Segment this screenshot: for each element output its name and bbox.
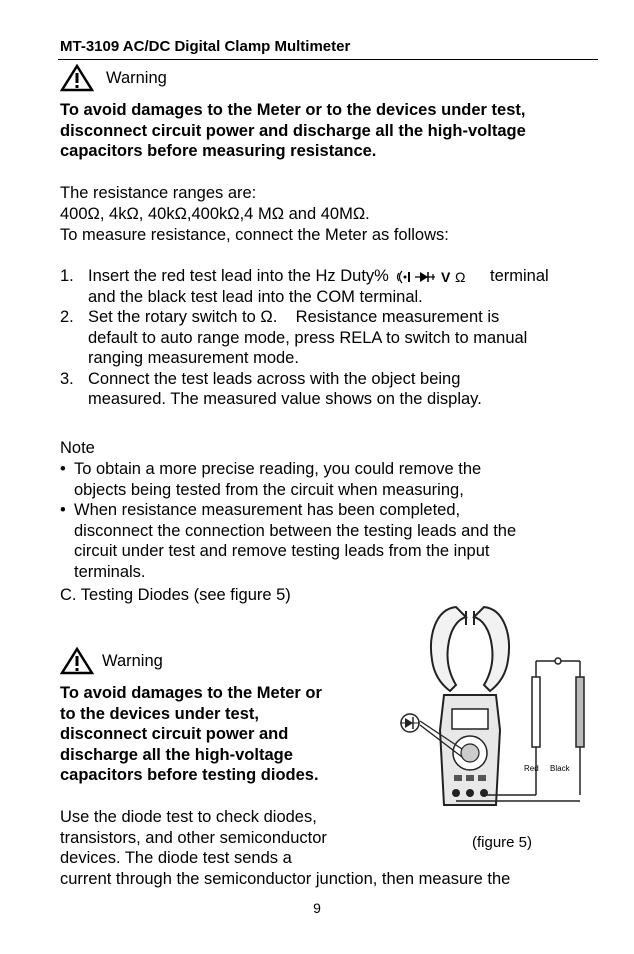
warning-text-2: [60, 683, 322, 786]
svg-text:Ω: Ω: [455, 268, 466, 285]
diode-line-1: Use the diode test to check diodes,: [60, 808, 317, 826]
note-title: Note: [60, 439, 95, 457]
warning-label: Warning: [106, 68, 167, 87]
section-c-title: C. Testing Diodes (see figure 5): [60, 586, 291, 604]
red-label: Red: [524, 764, 539, 773]
step-3: [60, 369, 605, 410]
ranges-intro: The resistance ranges are:: [60, 184, 257, 202]
warning-text-1: To avoid damages to the Meter or to the devices under test, disconnect circuit power and discharge all the high-voltage capacitors before measuring resistance.: [60, 101, 526, 160]
warning-label: Warning: [102, 651, 163, 670]
ranges-connect: To measure resistance, connect the Meter as follows:: [60, 226, 449, 244]
header-rule: [58, 59, 598, 60]
page-header-title: MT-3109 AC/DC Digital Clamp Multimeter: [60, 38, 351, 55]
warning-2-line-5: capacitors before testing diodes.: [60, 766, 319, 784]
step-1-text-a: Insert the red test lead into the Hz Duty%: [88, 267, 389, 285]
step-2-line-3: ranging measurement mode.: [88, 349, 299, 367]
note-1-line-1: To obtain a more precise reading, you could remove the: [74, 460, 482, 478]
bullet-icon: •: [60, 501, 66, 519]
figure-5-diagram: [396, 605, 606, 820]
step-3-line-1: Connect the test leads across with the object being: [88, 369, 461, 388]
note-2-line-3: circuit under test and remove testing leads from the input: [74, 542, 490, 560]
black-label: Black: [550, 764, 570, 773]
warning-triangle-icon: [60, 647, 94, 675]
meter-body: [440, 695, 500, 805]
diode-line-3: devices. The diode test sends a: [60, 849, 292, 867]
diode-line-2: transistors, and other semiconductor: [60, 828, 327, 847]
ranges-values: 400Ω, 4kΩ, 40kΩ,400kΩ,4 MΩ and 40MΩ.: [60, 205, 370, 223]
step-number: 3.: [60, 369, 74, 388]
note-2-line-1: When resistance measurement has been completed,: [74, 501, 461, 519]
warning-triangle-icon: [60, 64, 94, 92]
step-1-text-c: and the black test lead into the COM terminal.: [88, 287, 423, 306]
warning-heading-1: [60, 64, 167, 92]
page-number: 9: [313, 900, 321, 916]
note-list: [60, 459, 605, 582]
step-2-line-1: Set the rotary switch to Ω. Resistance measurement is: [88, 308, 500, 326]
warning-2-line-2: to the devices under test,: [60, 704, 259, 723]
warning-2-line-4: discharge all the high-voltage: [60, 745, 293, 764]
step-number: 1.: [60, 267, 74, 285]
figure-caption: (figure 5): [472, 834, 533, 851]
warning-2-line-3: disconnect circuit power and: [60, 725, 289, 743]
step-2: [60, 307, 605, 369]
diode-line-4: current through the semiconductor junction, then measure the: [60, 869, 511, 888]
note-2-line-2: disconnect the connection between the testing leads and the: [74, 521, 517, 540]
clamp-jaws: [431, 607, 509, 691]
terminal-symbols-icon: [395, 269, 483, 285]
note-2-line-4: terminals.: [74, 562, 146, 581]
steps-list: [60, 266, 605, 410]
step-2-line-2: default to auto range mode, press RELA to switch to manual: [88, 328, 528, 347]
step-1-text-b: terminal: [490, 267, 549, 285]
note-1-line-2: objects being tested from the circuit when measuring,: [74, 480, 464, 499]
step-3-line-2: measured. The measured value shows on the display.: [88, 390, 482, 408]
bullet-icon: •: [60, 460, 66, 478]
warning-2-line-1: To avoid damages to the Meter or: [60, 684, 322, 702]
svg-text:V: V: [441, 268, 451, 285]
step-number: 2.: [60, 308, 74, 326]
note-bullet-2: [60, 500, 605, 582]
note-bullet-1: [60, 459, 605, 500]
step-1: [60, 266, 605, 307]
warning-heading-2: [60, 647, 163, 675]
